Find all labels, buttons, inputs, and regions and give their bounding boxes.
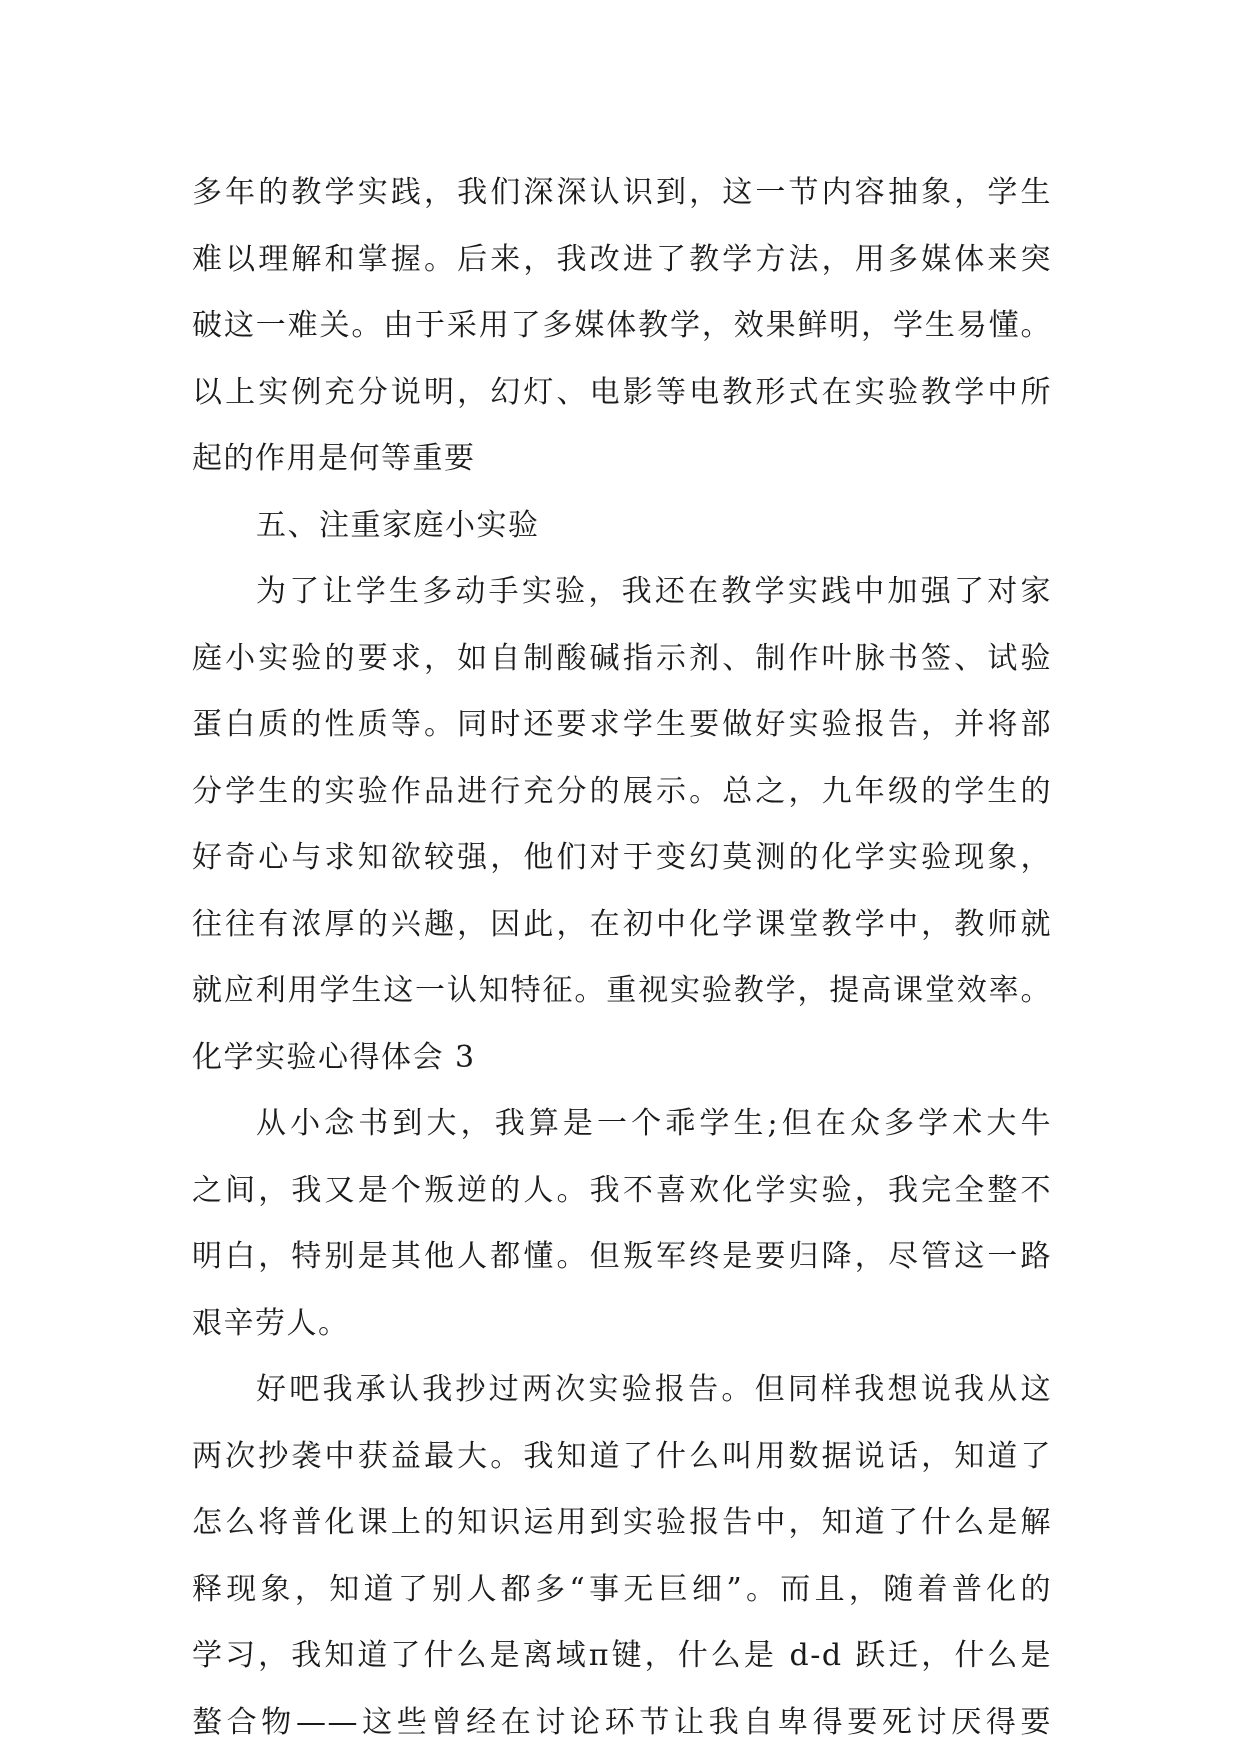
text-line: 化学实验心得体会 3 [192,1025,1052,1092]
text-line: 好奇心与求知欲较强，他们对于变幻莫测的化学实验现象， [192,825,1052,892]
text-line: 明白，特别是其他人都懂。但叛军终是要归降，尽管这一路 [192,1224,1052,1291]
text-line: 蛋白质的性质等。同时还要求学生要做好实验报告，并将部 [192,692,1052,759]
text-line: 为了让学生多动手实验，我还在教学实践中加强了对家 [192,559,1052,626]
text-line: 五、注重家庭小实验 [192,493,1052,560]
text-line: 难以理解和掌握。后来，我改进了教学方法，用多媒体来突 [192,227,1052,294]
text-line: 释现象，知道了别人都多“事无巨细”。而且，随着普化的 [192,1557,1052,1624]
document-body [192,160,1052,1756]
text-line: 两次抄袭中获益最大。我知道了什么叫用数据说话，知道了 [192,1424,1052,1491]
text-line: 多年的教学实践，我们深深认识到，这一节内容抽象，学生 [192,160,1052,227]
text-line: 破这一难关。由于采用了多媒体教学，效果鲜明，学生易懂。 [192,293,1052,360]
text-line: 怎么将普化课上的知识运用到实验报告中，知道了什么是解 [192,1490,1052,1557]
text-line: 艰辛劳人。 [192,1291,1052,1358]
text-line: 起的作用是何等重要 [192,426,1052,493]
text-line: 庭小实验的要求，如自制酸碱指示剂、制作叶脉书签、试验 [192,626,1052,693]
text-line: 好吧我承认我抄过两次实验报告。但同样我想说我从这 [192,1357,1052,1424]
text-line: 之间，我又是个叛逆的人。我不喜欢化学实验，我完全整不 [192,1158,1052,1225]
text-line: 就应利用学生这一认知特征。重视实验教学，提高课堂效率。 [192,958,1052,1025]
text-line: 学习，我知道了什么是离域π键，什么是 d-d 跃迁，什么是 [192,1623,1052,1690]
text-line: 往往有浓厚的兴趣，因此，在初中化学课堂教学中，教师就 [192,892,1052,959]
text-line: 分学生的实验作品进行充分的展示。总之，九年级的学生的 [192,759,1052,826]
text-line: 从小念书到大，我算是一个乖学生;但在众多学术大牛 [192,1091,1052,1158]
text-line: 以上实例充分说明，幻灯、电影等电教形式在实验教学中所 [192,360,1052,427]
text-line: 螯合物——这些曾经在讨论环节让我自卑得要死讨厌得要 [192,1690,1052,1756]
